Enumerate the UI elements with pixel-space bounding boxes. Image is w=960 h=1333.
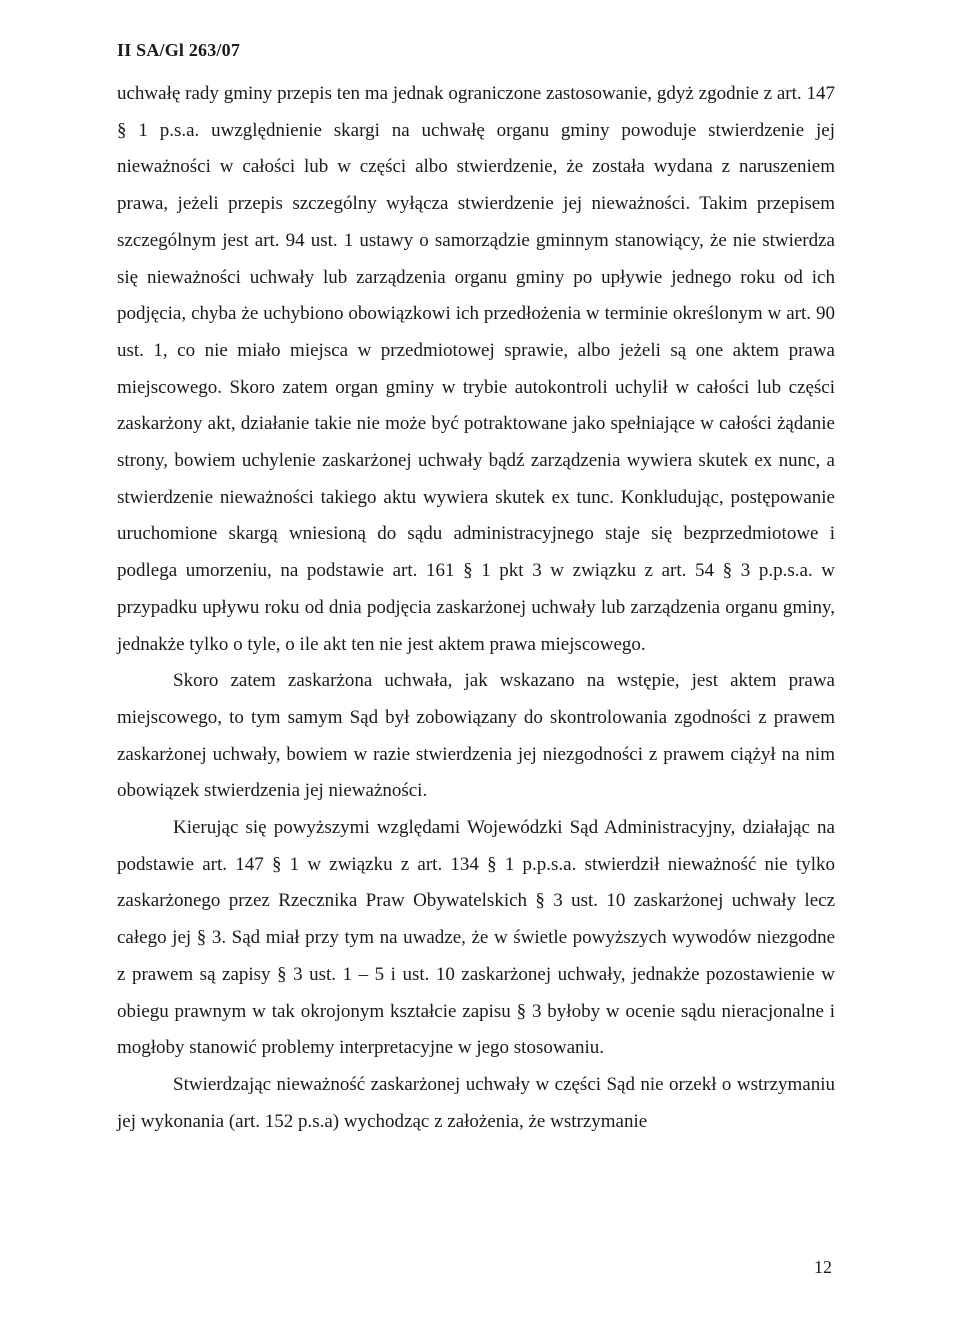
paragraph-3: Kierując się powyższymi względami Wojewódzki Sąd Administracyjny, działając na podstawie art. 147 § 1 w związku z art. 134 § 1 p.p.s.a. stwierdził nieważność nie tylko zaskarżonego przez Rzecznika Praw Obywatelskich § 3 ust. 10 zaskarżonej uchwały lecz całego jej § 3. Sąd miał przy tym na uwadze, że w świetle powyższych wywodów niezgodne z prawem są zapisy § 3 ust. 1 – 5 i ust. 10 zaskarżonej uchwały, jednakże pozostawienie w obiegu prawnym w tak okrojonym kształcie zapisu § 3 byłoby w ocenie sądu nieracjonalne i mogłoby stanowić problemy interpretacyjne w jego stosowaniu. — [117, 817, 835, 1059]
document-body — [117, 76, 835, 1140]
paragraph-4: Stwierdzając nieważność zaskarżonej uchwały w części Sąd nie orzekł o wstrzymaniu jej wykonania (art. 152 p.s.a) wychodząc z założenia, że wstrzymanie — [117, 1073, 835, 1132]
page-number: 12 — [814, 1257, 832, 1277]
case-number-header: II SA/Gl 263/07 — [117, 40, 241, 60]
paragraph-continuation: uchwałę rady gminy przepis ten ma jednak ograniczone zastosowanie, gdyż zgodnie z art. 147 § 1 p.s.a. uwzględnienie skargi na uchwałę organu gminy powoduje stwierdzenie jej nieważności w całości lub w części albo stwierdzenie, że została wydana z naruszeniem prawa, jeżeli przepis szczególny wyłącza stwierdzenie jej nieważności. Takim przepisem szczególnym jest art. 94 ust. 1 ustawy o samorządzie gminnym stanowiący, że nie stwierdza się nieważności uchwały lub zarządzenia organu gminy po upływie jednego roku od ich podjęcia, chyba że uchybiono obowiązkowi ich przedłożenia w terminie określonym w art. 90 ust. 1, co nie miało miejsca w przedmiotowej sprawie, albo jeżeli są one aktem prawa miejscowego. Skoro zatem organ gminy w trybie autokontroli uchylił w całości lub części zaskarżony akt, działanie takie nie może być potraktowane jako spełniające w całości żądanie strony, bowiem uchylenie zaskarżonej uchwały bądź zarządzenia wywiera skutek ex nunc, a stwierdzenie nieważności takiego aktu wywiera skutek ex tunc. Konkludując, postępowanie uruchomione skargą wniesioną do sądu administracyjnego staje się bezprzedmiotowe i podlega umorzeniu, na podstawie art. 161 § 1 pkt 3 w związku z art. 54 § 3 p.p.s.a. w przypadku upływu roku od dnia podjęcia zaskarżonej uchwały lub zarządzenia organu gminy, jednakże tylko o tyle, o ile akt ten nie jest aktem prawa miejscowego. — [117, 83, 835, 655]
paragraph-2: Skoro zatem zaskarżona uchwała, jak wskazano na wstępie, jest aktem prawa miejscowego, to tym samym Sąd był zobowiązany do skontrolowania zgodności z prawem zaskarżonej uchwały, bowiem w razie stwierdzenia jej niezgodności z prawem ciążył na nim obowiązek stwierdzenia jej nieważności. — [117, 670, 835, 802]
